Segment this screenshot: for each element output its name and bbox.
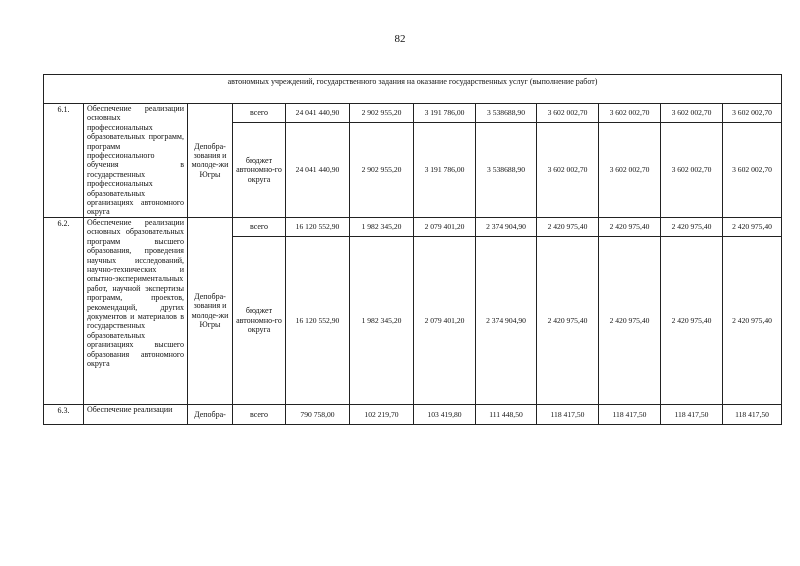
value-cell: 2 902 955,20 (350, 123, 414, 218)
value-cell: 2 374 904,90 (476, 217, 537, 236)
page-number: 82 (394, 33, 406, 45)
row-description: Обеспечение реализации (84, 404, 188, 424)
table-row (44, 217, 782, 236)
funding-source: всего (233, 104, 286, 123)
value-cell: 24 041 440,90 (286, 104, 350, 123)
value-cell: 1 982 345,20 (350, 217, 414, 236)
value-cell: 111 448,50 (476, 404, 537, 424)
value-cell: 3 602 002,70 (723, 104, 782, 123)
funding-source: бюджет автономно-го округа (233, 236, 286, 404)
row-description: Обеспечение реализации основных образовательных программ высшего образования, проведения научных исследований, научно-технических и опытно-экспериментальных работ, научной экспертизы программ, проектов, рекомендаций, других документов и материалов в государственных образовательных организациях высшего образования автономного округа (84, 217, 188, 404)
value-cell: 118 417,50 (723, 404, 782, 424)
value-cell: 16 120 552,90 (286, 217, 350, 236)
value-cell: 3 602 002,70 (599, 123, 661, 218)
value-cell: 102 219,70 (350, 404, 414, 424)
table-row (44, 104, 782, 123)
value-cell: 118 417,50 (661, 404, 723, 424)
value-cell: 2 902 955,20 (350, 104, 414, 123)
value-cell: 2 420 975,40 (723, 236, 782, 404)
funding-source: всего (233, 217, 286, 236)
value-cell: 2 420 975,40 (537, 217, 599, 236)
row-code: 6.2. (44, 217, 84, 404)
value-cell: 3 602 002,70 (599, 104, 661, 123)
row-executor: Депобра- (188, 404, 233, 424)
value-cell: 3 602 002,70 (537, 123, 599, 218)
value-cell: 118 417,50 (599, 404, 661, 424)
value-cell: 3 538688,90 (476, 123, 537, 218)
value-cell: 2 420 975,40 (661, 236, 723, 404)
value-cell: 24 041 440,90 (286, 123, 350, 218)
value-cell: 2 374 904,90 (476, 236, 537, 404)
row-code: 6.1. (44, 104, 84, 218)
value-cell: 2 420 975,40 (599, 217, 661, 236)
value-cell: 1 982 345,20 (350, 236, 414, 404)
budget-table (43, 74, 782, 425)
value-cell: 2 420 975,40 (537, 236, 599, 404)
value-cell: 103 419,80 (414, 404, 476, 424)
value-cell: 2 420 975,40 (661, 217, 723, 236)
value-cell: 3 602 002,70 (723, 123, 782, 218)
funding-source: бюджет автономно-го округа (233, 123, 286, 218)
value-cell: 2 420 975,40 (599, 236, 661, 404)
value-cell: 118 417,50 (537, 404, 599, 424)
row-executor: Депобра-зования и молоде-жи Югры (188, 104, 233, 218)
value-cell: 3 191 786,00 (414, 123, 476, 218)
value-cell: 2 420 975,40 (723, 217, 782, 236)
funding-source: всего (233, 404, 286, 424)
continued-header-row (44, 75, 782, 104)
value-cell: 3 191 786,00 (414, 104, 476, 123)
row-description: Обеспечение реализации основных профессиональных образовательных программ, программ профессионального обучения в государственных профессиональных образовательных организациях автономного округа (84, 104, 188, 218)
value-cell: 790 758,00 (286, 404, 350, 424)
table-row (44, 404, 782, 424)
row-executor: Депобра-зования и молоде-жи Югры (188, 217, 233, 404)
value-cell: 3 602 002,70 (661, 123, 723, 218)
value-cell: 16 120 552,90 (286, 236, 350, 404)
value-cell: 2 079 401,20 (414, 236, 476, 404)
row-code: 6.3. (44, 404, 84, 424)
value-cell: 3 602 002,70 (537, 104, 599, 123)
value-cell: 3 538688,90 (476, 104, 537, 123)
value-cell: 2 079 401,20 (414, 217, 476, 236)
value-cell: 3 602 002,70 (661, 104, 723, 123)
continued-header: автономных учреждений, государственного задания на оказание государственных услуг (выполнение работ) (44, 75, 782, 104)
